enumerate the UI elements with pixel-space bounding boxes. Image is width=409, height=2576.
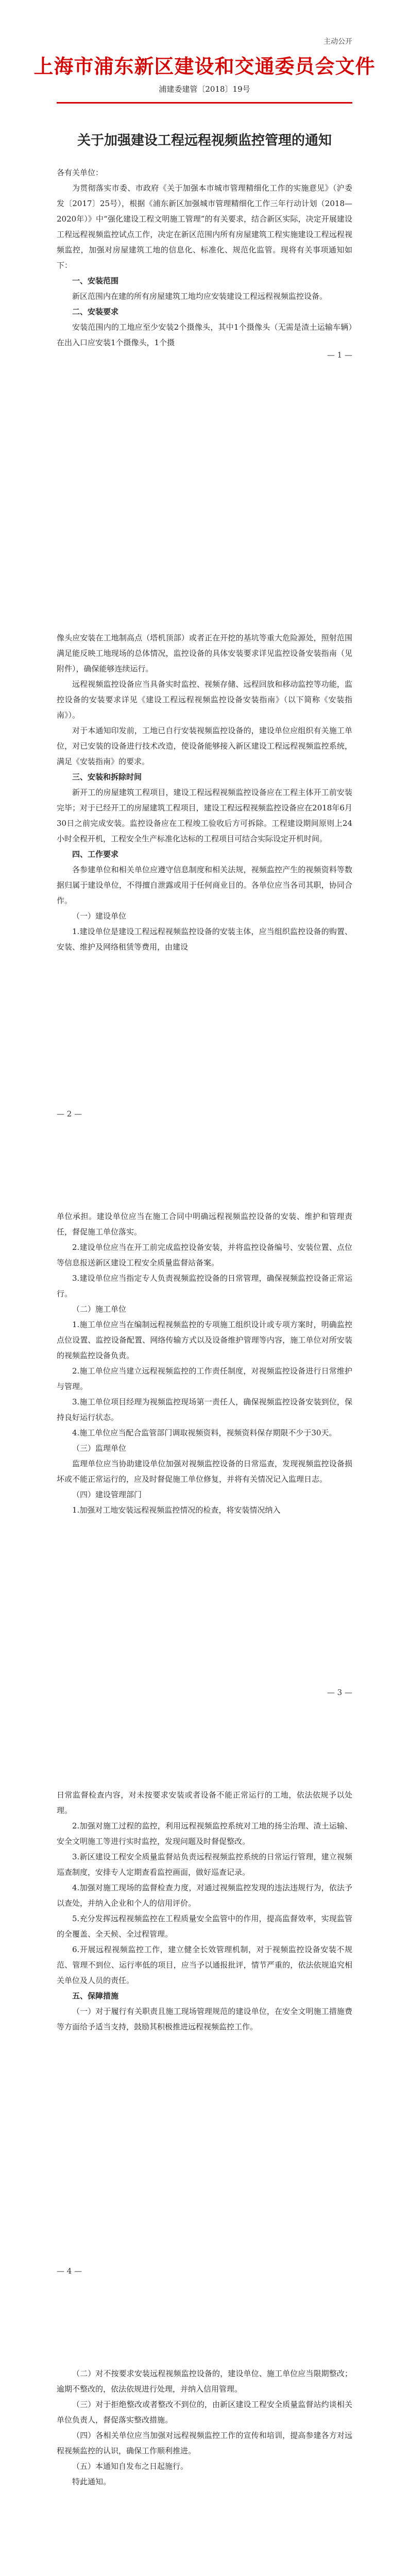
doc-number: 浦建委建管〔2018〕19号 (159, 84, 250, 94)
paragraph: （四）各相关单位应当加强对远程视频监控工作的宣传和培训，提高参建各方对远程视频监控的认识，确保工作顺利推进。 (57, 2431, 352, 2455)
paragraph: 2.建设单位应当在开工前完成监控设备安装，并将监控设备编号、安装位置、点位等信息报送新区建设工程安全质量监督站备案。 (57, 1243, 352, 1267)
page-number: — 1 — (327, 350, 352, 360)
paragraph: 对于本通知印发前，工地已自行安装视频监控设备的，建设单位应组织有关施工单位，对已安装的设备进行技术改造，使设备能够接入新区建设工程远程视频监控系统，满足《安装指南》的要求。 (57, 726, 352, 766)
notice-title: 关于加强建设工程远程视频监控管理的通知 (77, 133, 332, 148)
subsection-heading: （三）监理单位 (72, 1444, 127, 1453)
page-2-body (57, 630, 352, 955)
paragraph: 4.施工单位应当配合监管部门调取视频资料，视频资料保存期限不少于30天。 (72, 1428, 337, 1437)
paragraph: （一）对于履行有关职责且施工现场管理规范的建设单位，在安全文明施工措施费等方面给予适当支持，鼓励其积极推进远程视频监控工作。 (57, 2007, 352, 2031)
page-1 (0, 0, 409, 579)
paragraph: 监理单位应当协助建设单位加强对视频监控设备的日常巡查，发现视频监控设备损坏或不能正常运行的，应及时督促施工单位修复，并将有关情况记入监理日志。 (57, 1459, 352, 1484)
paragraph: （二）对不按要求安装远程视频监控设备的，建设单位、施工单位应当限期整改；逾期不整改的，依法依规进行处理，并纳入信用管理。 (57, 2369, 352, 2394)
section-heading: 一、安装范围 (72, 276, 119, 285)
red-divider (57, 102, 352, 104)
paragraph: 远程视频监控设备应当具备实时监控、视频存储、远程回放和移动监控等功能，监控设备的安装要求详见《建设工程远程视频监控设备安装指南》（以下简称《安装指南》）。 (57, 680, 352, 720)
closing: 特此通知。 (72, 2477, 111, 2486)
section-heading: 二、安装要求 (72, 307, 119, 316)
paragraph: 5.充分发挥远程视频监控在工程质量安全监管中的作用，提高监督效率，实现监管的全覆盖、全天候、全过程管理。 (57, 1914, 352, 1939)
paragraph: 1.建设单位是建设工程远程视频监控设备的安装主体，应当组织监控设备的购置、安装、维护及网络租赁等费用，由建设 (57, 927, 352, 952)
paragraph: 日常监督检查内容，对未按要求安装或者设备不能正常运行的工地，依法依规予以处理。 (57, 1790, 352, 1815)
section-heading: 五、保障措施 (72, 1991, 119, 2001)
paragraph: 3.新区建设工程安全质量监督站负责远程视频监控系统的日常运行管理，建立视频巡查制度，安排专人定期查看监控画面，做好巡查记录。 (57, 1852, 352, 1877)
subsection-heading: （四）建设管理部门 (72, 1490, 142, 1499)
paragraph: 6.开展远程视频监控工作，建立健全长效管理机制，对于视频监控设备安装不规范、管理不到位、运行率低的项目，应当予以通报批评，情节严重的，依法依规追究相关单位及人员的责任。 (57, 1945, 352, 1985)
page-4-body (57, 1787, 352, 2035)
paragraph: 各参建单位和相关单位应遵守信息制度和相关法规，视频监控产生的视频资料等数据归属于建设单位，不得擅自泄露或用于任何商业目的。各单位应当各司其职，协同合作。 (57, 865, 352, 905)
paragraph: 4.加强对施工现场的监督检查力度，对通过视频监控发现的违法违规行为，依法予以查处，并纳入企业和个人的信用评价。 (57, 1883, 352, 1908)
agency-title: 上海市浦东新区建设和交通委员会文件 (33, 55, 376, 78)
subsection-heading: （二）施工单位 (72, 1304, 127, 1314)
page-number: — 4 — (57, 2266, 82, 2276)
page-number: — 3 — (327, 1688, 352, 1697)
subsection-heading: （一）建设单位 (72, 911, 127, 921)
page-4 (0, 1736, 409, 2314)
page-5-body (57, 2366, 352, 2489)
page-5 (0, 2314, 409, 2576)
paragraph: 2.施工单位应当建立远程视频监控的工作责任制度，对视频监控设备进行日常维护与管理。 (57, 1366, 352, 1391)
paragraph: 1.加强对工地安装远程视频监控情况的检查，将安装情况纳入 (72, 1505, 281, 1515)
paragraph: （三）对于拒绝整改或者整改不到位的，由新区建设工程安全质量监督站约谈相关单位负责人，督促落实整改措施。 (57, 2400, 352, 2425)
paragraph: 像头应安装在工地制高点（塔机顶部）或者正在开挖的基坑等重大危险源处，照射范围满足能反映工地现场的总体情况，监控设备的具体安装要求详见监控设备安装指南（见附件），确保能够连续运行。 (57, 633, 352, 673)
intro-paragraph: 为贯彻落实市委、市政府《关于加强本市城市管理精细化工作的实施意见》（沪委发〔2017〕25号），根据《浦东新区加强城市管理精细化工作三年行动计划（2018—2020年）》中“强化建设工程文明施工管理”的有关要求，结合新区实际，决定开展建设工程远程视频监控试点工作，决定在新区范围内所有房屋建筑工程实施建设工程远程视频监控，加强对房屋建筑工地的信息化、标准化、规范化监管。现将有关事项通知如下： (57, 183, 352, 270)
page-3-body (57, 1209, 352, 1518)
page-1-body (57, 165, 352, 350)
paragraph: 安装范围内的工地应至少安装2个摄像头，其中1个摄像头（无需是渣土运输车辆）在出入口应安装1个摄像头，1个摄 (57, 323, 352, 347)
paragraph: 单位承担。建设单位应当在施工合同中明确远程视频监控设备的安装、维护和管理责任，督促施工单位落实。 (57, 1212, 352, 1236)
page-number: — 2 — (57, 1109, 82, 1118)
paragraph: （五）本通知自发布之日起施行。 (72, 2462, 189, 2471)
section-heading: 三、安装和拆除时间 (72, 772, 142, 782)
page-2 (0, 579, 409, 1157)
open-flag: 主动公开 (323, 38, 352, 46)
paragraph: 新区范围内在建的所有房屋建筑工地均应安装建设工程远程视频监控设备。 (72, 292, 328, 301)
page-3 (0, 1157, 409, 1736)
paragraph: 1.施工单位应当在编制远程视频监控的专项施工组织设计或专项方案时，明确监控点位设置、监控设备配置、网络传输方式以及设备维护管理等内容，施工单位对所安装的视频监控设备负责。 (57, 1320, 352, 1360)
paragraph: 3.施工单位项目经理为视频监控现场第一责任人，确保视频监控设备安装到位，保持良好运行状态。 (57, 1397, 352, 1422)
paragraph: 3.建设单位应当指定专人负责视频监控设备的日常管理，确保视频监控设备正常运行。 (57, 1274, 352, 1298)
section-heading: 四、工作要求 (72, 850, 119, 859)
paragraph: 2.加强对施工过程的监控，利用远程视频监控系统对工地的扬尘治理、渣土运输、安全文明施工等进行实时监控，发现问题及时督促整改。 (57, 1821, 352, 1846)
paragraph: 新开工的房屋建筑工程项目，建设工程远程视频监控设备应在工程主体开工前安装完毕；对于已经开工的房屋建筑工程项目，建设工程远程视频监控设备应在2018年6月30日之前完成安装。监控设备应在工程竣工验收后方可拆除。工程建设期间原则上24小时全程开机，工程安全生产标准化达标的工程项目可结合实际设定开机时间。 (57, 788, 352, 843)
salutation: 各有关单位： (57, 168, 104, 177)
